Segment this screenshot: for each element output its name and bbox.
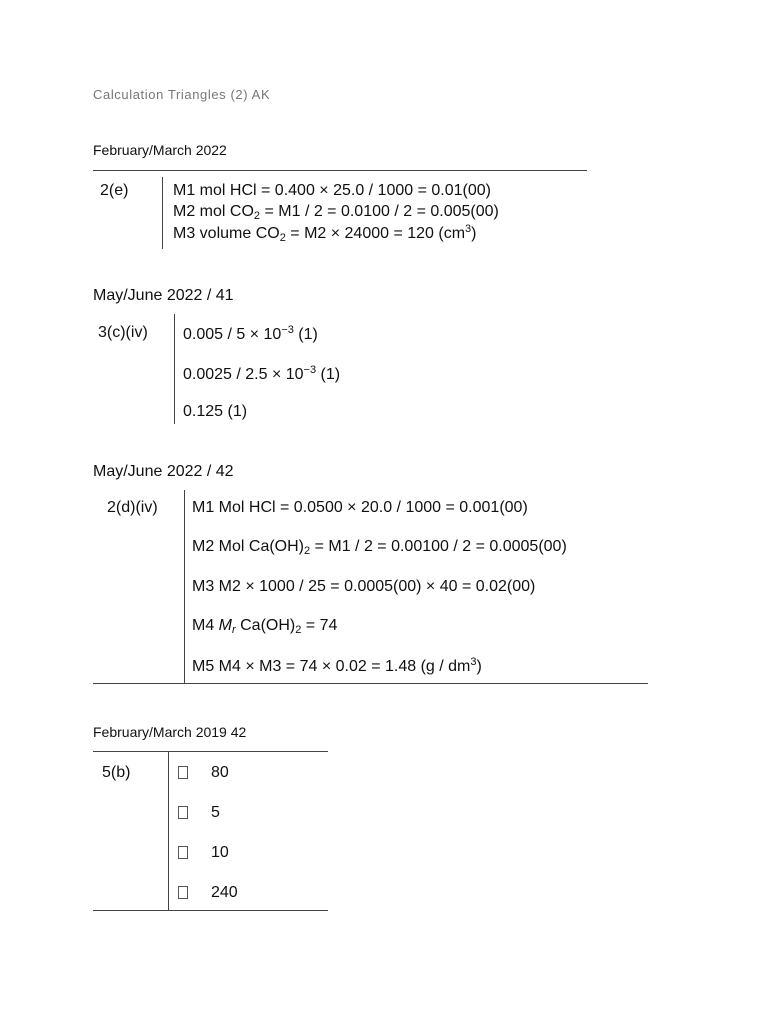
table-bottom-rule (93, 683, 648, 684)
answer-value-2: 5 (211, 804, 220, 821)
table-top-rule (93, 751, 328, 752)
answer-value-1: 80 (211, 764, 229, 781)
table-column-divider (168, 751, 169, 911)
section-heading-feb-mar-2019-42: February/March 2019 42 (93, 724, 247, 740)
answer-value-4: 240 (211, 884, 238, 901)
mark-line-m3: M3 M2 × 1000 / 25 = 0.0005(00) × 40 = 0.02(00) (192, 578, 536, 595)
question-number: 5(b) (102, 764, 131, 781)
missing-glyph-box (178, 886, 188, 899)
question-number: 2(e) (100, 182, 129, 199)
section-heading-may-june-2022-41: May/June 2022 / 41 (93, 287, 234, 304)
answer-value-3: 10 (211, 844, 229, 861)
table-column-divider (174, 314, 175, 424)
mark-line-m4: M4 $M_r$ $Ca(OH)_2 = 74$ (192, 617, 338, 636)
question-number: 3(c)(iv) (98, 324, 148, 341)
missing-glyph-box (178, 766, 188, 779)
mark-line-m1: M1 mol HCl = 0.400 × 25.0 / 1000 = 0.01(00) (173, 182, 491, 199)
mark-line-m2: M2 mol $CO_2 = M1 / 2 = 0.0100 / 2 = 0.005(00)$ (173, 203, 499, 222)
mark-line-m5: M5 M4 × M3 = 74 × 0.02 = 1.48 $(g / dm^3)$ (192, 656, 482, 675)
section-heading-may-june-2022-42: May/June 2022 / 42 (93, 463, 234, 480)
mark-line-3: 0.125 (1) (183, 403, 248, 420)
missing-glyph-box (178, 846, 188, 859)
mark-line-m2: M2 Mol $Ca(OH)_2 = M1 / 2 = 0.00100 / 2 = 0.0005(00)$ (192, 538, 567, 557)
mark-line-1: $0.005 / 5 \times 10^{-3}$ (1) (183, 324, 318, 343)
missing-glyph-box (178, 806, 188, 819)
section-heading-feb-mar-2022: February/March 2022 (93, 142, 227, 158)
mark-line-2: $0.0025 / 2.5 \times 10^{-3}$ (1) (183, 364, 341, 383)
document-title: Calculation Triangles (2) AK (93, 87, 271, 102)
question-number: 2(d)(iv) (107, 499, 158, 516)
mark-line-m1: M1 Mol HCl = 0.0500 × 20.0 / 1000 = 0.001(00) (192, 499, 528, 516)
table-top-rule (93, 170, 587, 171)
table-column-divider (184, 490, 185, 683)
table-bottom-rule (93, 910, 328, 911)
mark-line-m3: M3 volume $CO_2 = M2 \times 24000 = 120$ $(cm^3)$ (173, 223, 477, 244)
table-column-divider (162, 177, 163, 249)
